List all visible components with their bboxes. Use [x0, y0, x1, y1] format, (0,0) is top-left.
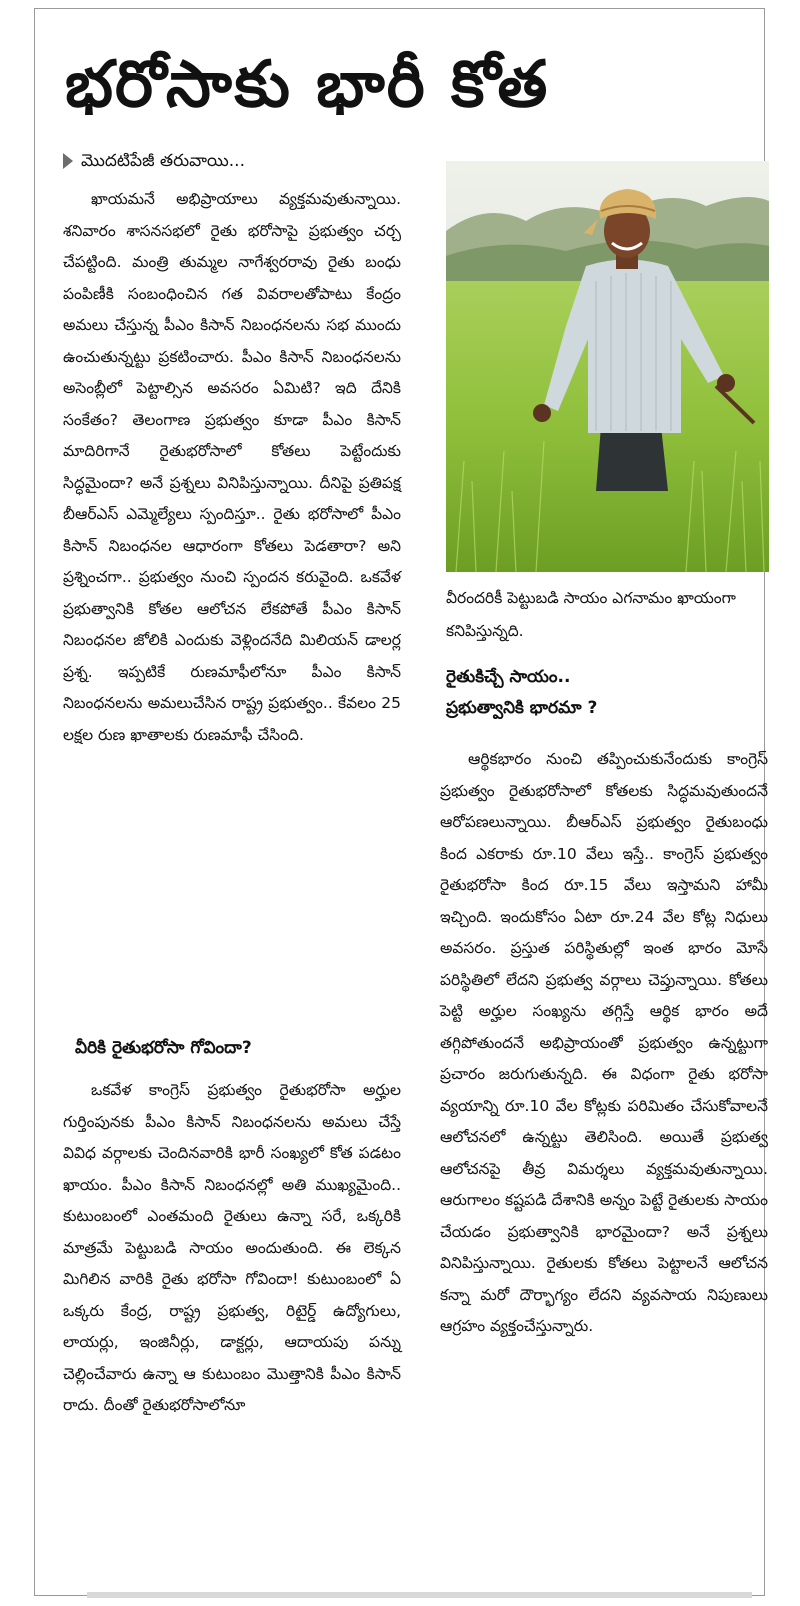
subhead-rythu-bharosa-govinda: వీరికి రైతుభరోసా గోవిందా?: [75, 1038, 252, 1058]
continued-label: మొదటిపేజీ తరువాయి...: [81, 151, 245, 171]
right-column: [440, 744, 768, 1343]
newspaper-clipping: [34, 8, 768, 1596]
subhead-govt-burden: [446, 662, 766, 724]
left-paragraph-2: ఒకవేళ కాంగ్రెస్ ప్రభుత్వం రైతుభరోసా అర్హుల గుర్తింపునకు పీఎం కిసాన్ నిబంధనలను అమలు చేస్తే వివిధ వర్గాలకు చెందినవారికి భారీ సంఖ్యలో కోత పడటం ఖాయం. పీఎం కిసాన్ నిబంధనల్లో అతి ముఖ్యమైంది.. కుటుంబంలో ఎంతమంది రైతులు ఉన్నా సరే, ఒక్కరికి మాత్రమే పెట్టుబడి సాయం అందుతుంది. ఈ లెక్కన మిగిలిన వారికి రైతు భరోసా గోవిందా! కుటుంబంలో ఏ ఒక్కరు కేంద్ర, రాష్ట్ర ప్రభుత్వ, రిటైర్డ్ ఉద్యోగులు, లాయర్లు, ఇంజినీర్లు, డాక్టర్లు, ఆదాయపు పన్ను చెల్లించేవారు ఉన్నా ఆ కుటుంబం మొత్తానికి పీఎం కిసాన్ రాదు. దీంతో రైతుభరోసాలోనూ: [63, 1081, 401, 1414]
subhead-line-1: రైతుకిచ్చే సాయం..: [446, 667, 571, 687]
left-column-part-2: [63, 1075, 401, 1422]
farmer-photo: [446, 161, 769, 572]
left-paragraph-1: ఖాయమనే అభిప్రాయాలు వ్యక్తమవుతున్నాయి. శనివారం శాసనసభలో రైతు భరోసాపై ప్రభుత్వం చర్చ చేపట్టింది. మంత్రి తుమ్మల నాగేశ్వరరావు రైతు బంధు పంపిణీకి సంబంధించిన గత వివరాలతోపాటు కేంద్రం అమలు చేస్తున్న పీఎం కిసాన్ నిబంధనలను సభ ముందు ఉంచుతున్నట్టు ప్రకటించారు. పీఎం కిసాన్ నిబంధనలను అసెంబ్లీలో పెట్టాల్సిన అవసరం ఏమిటి? ఇది దేనికి సంకేతం? తెలంగాణ ప్రభుత్వం కూడా పీఎం కిసాన్ మాదిరిగానే రైతుభరోసాలో కోతలు పెట్టేందుకు సిద్ధమైందా? అనే ప్రశ్నలు వినిపిస్తున్నాయి. దీనిపై ప్రతిపక్ష బీఆర్ఎస్ ఎమ్మెల్యేలు స్పందిస్తూ.. రైతు భరోసాలో పీఎం కిసాన్ నిబంధనల ఆధారంగా కోతలు పెడతారా? అని ప్రశ్నించగా.. ప్రభుత్వం నుంచి స్పందన కరువైంది. ఒకవేళ ప్రభుత్వానికి కోతల ఆలోచన లేకపోతే పీఎం కిసాన్ నిబంధనల జోలికి ఎందుకు వెళ్లిందనేది మిలియన్ డాలర్ల ప్రశ్న. ఇప్పటికే రుణమాఫీలోనూ పీఎం కిసాన్ నిబంధనలను అమలుచేసిన రాష్ట్ర ప్రభుత్వం.. కేవలం 25 లక్షల రుణ ఖాతాలకు రుణమాఫీ చేసింది.: [63, 190, 401, 744]
photo-caption: వీరందరికీ పెట్టుబడి సాయం ఎగనామం ఖాయంగా కనిపిస్తున్నది.: [446, 589, 736, 640]
arrow-icon: [63, 153, 73, 169]
bottom-divider: [87, 1592, 752, 1598]
right-paragraph-1: ఆర్థికభారం నుంచి తప్పించుకునేందుకు కాంగ్రెస్ ప్రభుత్వం రైతుభరోసాలో కోతలకు సిద్ధమవుతుందనే ఆరోపణలున్నాయి. బీఆర్ఎస్ ప్రభుత్వం రైతుబంధు కింద ఎకరాకు రూ.10 వేలు ఇస్తే.. కాంగ్రెస్ ప్రభుత్వం రైతుభరోసా కింద రూ.15 వేలు ఇస్తామని హామీ ఇచ్చింది. ఇందుకోసం ఏటా రూ.24 వేల కోట్ల నిధులు అవసరం. ప్రస్తుత పరిస్థితుల్లో ఇంత భారం మోసే పరిస్థితిలో లేదని ప్రభుత్వ వర్గాలు చెప్తున్నాయి. కోతలు పెట్టి అర్హుల సంఖ్యను తగ్గిస్తే ఆర్థిక భారం అదే తగ్గిపోతుందనే అభిప్రాయంతో ప్రభుత్వం ఉన్నట్టుగా ప్రచారం జరుగుతున్నది. ఈ విధంగా రైతు భరోసా వ్యయాన్ని రూ.10 వేల కోట్లకు పరిమితం చేసుకోవాలనే ఆలోచనలో ఉన్నట్టు తెలిసింది. అయితే ప్రభుత్వ ఆలోచనపై తీవ్ర విమర్శలు వ్యక్తమవుతున్నాయి. ఆరుగాలం కష్టపడి దేశానికి అన్నం పెట్టే రైతులకు సాయం చేయడం ప్రభుత్వానికి భారమైందా? అనే ప్రశ్నలు వినిపిస్తున్నాయి. రైతులకు కోతలు పెట్టాలనే ఆలోచన కన్నా మరో దౌర్భాగ్యం లేదని వ్యవసాయ నిపుణులు ఆగ్రహం వ్యక్తంచేస్తున్నారు.: [440, 750, 768, 1335]
continued-from-front-page: [63, 149, 403, 173]
left-column: [63, 184, 401, 751]
farmer-in-paddy-field-icon: [446, 161, 769, 572]
headline: భరోసాకు భారీ కోత: [65, 48, 550, 122]
subhead-line-2: ప్రభుత్వానికి భారమా ?: [446, 698, 598, 718]
